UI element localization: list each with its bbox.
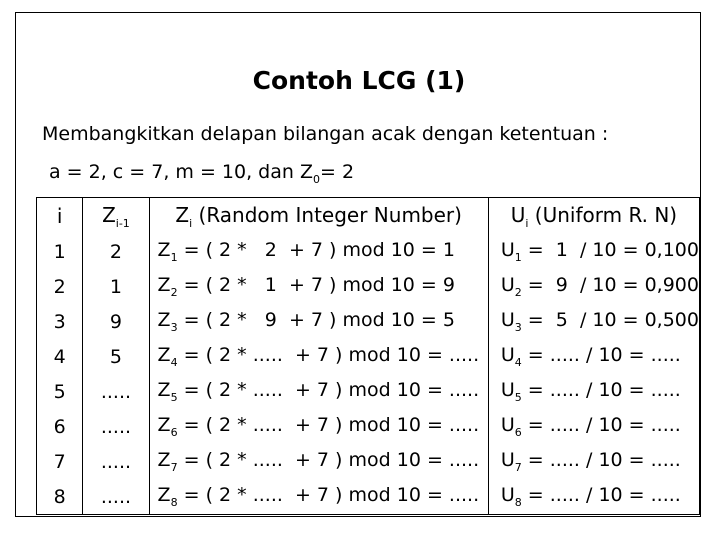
cell-z-prev: .....: [83, 374, 149, 409]
table-row: [37, 304, 700, 339]
cell-z-var: Z: [157, 274, 171, 297]
table-row: [37, 374, 700, 409]
table-row: [37, 479, 700, 515]
cell-z-prev: .....: [83, 479, 149, 515]
cell-z-expr: = ( 2 * ..... + 7 ) mod 10 = .....: [177, 379, 480, 402]
cell-u-sub: 4: [514, 355, 522, 369]
slide-frame: [15, 12, 701, 517]
header-z-sub: i: [189, 216, 193, 230]
cell-z-prev: .....: [83, 409, 149, 444]
cell-z-formula: [149, 339, 488, 374]
cell-u-sub: 5: [514, 390, 522, 404]
table-header-row: [37, 198, 700, 235]
cell-z-prev: 9: [83, 304, 149, 339]
cell-z-expr: = ( 2 * 1 + 7 ) mod 10 = 9: [177, 274, 455, 297]
cell-u-expr: = 1 / 10 = 0,100: [521, 239, 699, 262]
table-row: [37, 234, 700, 269]
cell-z-prev: 2: [83, 234, 149, 269]
header-u-main: U: [510, 202, 526, 227]
cell-u-sub: 6: [514, 425, 522, 439]
cell-u-formula: [488, 374, 699, 409]
cell-z-sub: 8: [170, 495, 178, 509]
header-z-prev-main: Z: [102, 202, 116, 227]
header-z-main: Z: [175, 202, 190, 227]
cell-u-expr: = ..... / 10 = .....: [521, 344, 681, 367]
cell-z-expr: = ( 2 * ..... + 7 ) mod 10 = .....: [177, 484, 480, 507]
cell-u-sub: 3: [514, 320, 522, 334]
cell-z-prev: 1: [83, 269, 149, 304]
cell-u-sub: 2: [514, 285, 522, 299]
cell-z-var: Z: [157, 484, 171, 507]
cell-z-formula: [149, 479, 488, 515]
cell-z-var: Z: [157, 344, 171, 367]
cell-u-var: U: [500, 449, 515, 472]
intro-text: Membangkitkan delapan bilangan acak dengan ketentuan :: [42, 123, 609, 145]
cell-z-expr: = ( 2 * ..... + 7 ) mod 10 = .....: [177, 449, 480, 472]
cell-z-var: Z: [157, 449, 171, 472]
lcg-table: [36, 197, 700, 515]
header-z: [149, 198, 488, 235]
cell-u-sub: 7: [514, 460, 522, 474]
cell-u-formula: [488, 234, 699, 269]
cell-u-formula: [488, 269, 699, 304]
cell-u-var: U: [500, 309, 515, 332]
table-row: [37, 409, 700, 444]
cell-i: 5: [37, 374, 83, 409]
cell-i: 8: [37, 479, 83, 515]
cell-u-expr: = ..... / 10 = .....: [521, 449, 681, 472]
cell-u-formula: [488, 444, 699, 479]
params-text-after: = 2: [320, 161, 355, 183]
header-u-sub: i: [525, 216, 529, 230]
cell-u-sub: 1: [514, 250, 522, 264]
cell-z-sub: 5: [170, 390, 178, 404]
cell-u-var: U: [500, 484, 515, 507]
cell-u-var: U: [500, 239, 515, 262]
cell-z-expr: = ( 2 * 2 + 7 ) mod 10 = 1: [177, 239, 455, 262]
table-row: [37, 339, 700, 374]
cell-z-var: Z: [157, 414, 171, 437]
cell-z-sub: 6: [170, 425, 178, 439]
header-u: [488, 198, 699, 235]
cell-u-var: U: [500, 379, 515, 402]
cell-z-sub: 2: [170, 285, 178, 299]
cell-u-formula: [488, 409, 699, 444]
cell-u-formula: [488, 479, 699, 515]
cell-u-expr: = ..... / 10 = .....: [521, 484, 681, 507]
slide-title: Contoh LCG (1): [252, 66, 466, 95]
cell-z-sub: 1: [170, 250, 178, 264]
cell-u-expr: = ..... / 10 = .....: [521, 414, 681, 437]
cell-z-var: Z: [157, 309, 171, 332]
cell-z-formula: [149, 444, 488, 479]
header-z-rest: (Random Integer Number): [192, 202, 462, 227]
cell-z-prev: .....: [83, 444, 149, 479]
cell-u-expr: = ..... / 10 = .....: [521, 379, 681, 402]
cell-z-expr: = ( 2 * 9 + 7 ) mod 10 = 5: [177, 309, 455, 332]
cell-z-sub: 4: [170, 355, 178, 369]
cell-u-expr: = 9 / 10 = 0,900: [521, 274, 699, 297]
header-z-prev-sub: i-1: [115, 216, 130, 230]
parameters-text: [49, 161, 354, 186]
cell-u-formula: [488, 304, 699, 339]
cell-z-var: Z: [157, 239, 171, 262]
cell-u-expr: = 5 / 10 = 0,500: [521, 309, 699, 332]
cell-z-sub: 7: [170, 460, 178, 474]
cell-z-sub: 3: [170, 320, 178, 334]
cell-z-expr: = ( 2 * ..... + 7 ) mod 10 = .....: [177, 414, 480, 437]
cell-u-var: U: [500, 274, 515, 297]
cell-i: 4: [37, 339, 83, 374]
header-z-prev: [83, 198, 149, 235]
table-row: [37, 444, 700, 479]
cell-z-prev: 5: [83, 339, 149, 374]
cell-i: 2: [37, 269, 83, 304]
cell-i: 7: [37, 444, 83, 479]
cell-i: 3: [37, 304, 83, 339]
cell-z-var: Z: [157, 379, 171, 402]
header-i: i: [37, 198, 83, 235]
header-u-rest: (Uniform R. N): [528, 202, 678, 227]
params-sub: 0: [313, 172, 320, 186]
table-body: [37, 234, 700, 515]
cell-i: 1: [37, 234, 83, 269]
cell-z-formula: [149, 269, 488, 304]
table-row: [37, 269, 700, 304]
cell-u-var: U: [500, 414, 515, 437]
params-text-before: a = 2, c = 7, m = 10, dan Z: [49, 161, 313, 183]
cell-i: 6: [37, 409, 83, 444]
cell-z-formula: [149, 304, 488, 339]
cell-z-formula: [149, 409, 488, 444]
cell-u-formula: [488, 339, 699, 374]
cell-z-expr: = ( 2 * ..... + 7 ) mod 10 = .....: [177, 344, 480, 367]
cell-u-var: U: [500, 344, 515, 367]
cell-z-formula: [149, 234, 488, 269]
cell-u-sub: 8: [514, 495, 522, 509]
cell-z-formula: [149, 374, 488, 409]
